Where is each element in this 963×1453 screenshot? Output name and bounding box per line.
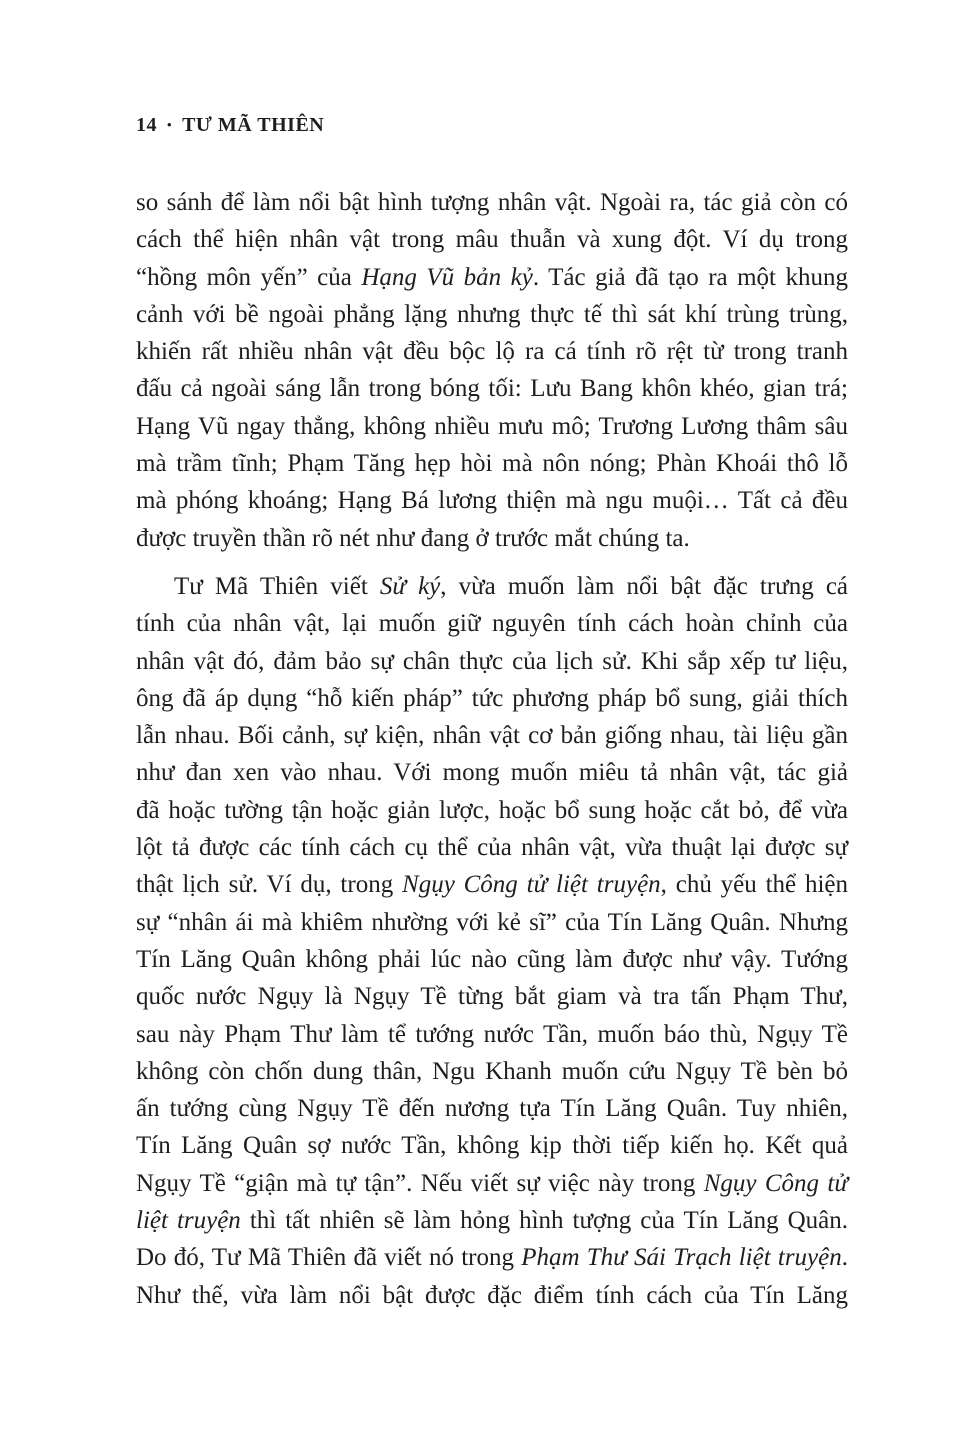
body-text [136, 184, 848, 1314]
text-run: mà phóng khoáng; Hạng Bá lương thiện mà ngu muội… Tất cả đều [136, 487, 848, 515]
text-run: tính của nhân vật, lại muốn giữ nguyên tính cách hoàn chỉnh của [136, 610, 848, 638]
text-run: thì tất nhiên sẽ làm hỏng hình tượng của Tín Lăng Quân. [240, 1207, 848, 1235]
text-line [136, 568, 848, 605]
text-run: thật lịch sử. Ví dụ, trong [136, 871, 403, 899]
text-run: cách thể hiện nhân vật trong mâu thuẫn và xung đột. Ví dụ trong [136, 226, 848, 254]
text-line [136, 408, 848, 445]
text-line [136, 792, 848, 829]
text-line [136, 1090, 848, 1127]
text-line [136, 866, 848, 903]
text-line [136, 1016, 848, 1053]
text-line [136, 296, 848, 333]
text-line [136, 904, 848, 941]
text-run: đấu cả ngoài sáng lẫn trong bóng tối: Lưu Bang khôn khéo, gian trá; [136, 375, 848, 403]
text-run: so sánh để làm nổi bật hình tượng nhân vật. Ngoài ra, tác giả còn có [136, 189, 848, 216]
text-line [136, 184, 848, 221]
text-run: sau này Phạm Thư làm tể tướng nước Tần, muốn báo thù, Ngụy Tề [136, 1020, 848, 1048]
text-run: Ngụy Tề “giận mà tự tận”. Nếu viết sự việc này trong [136, 1169, 704, 1197]
text-run: sự “nhân ái mà khiêm nhường với kẻ sĩ” của Tín Lăng Quân. Nhưng [136, 908, 848, 936]
text-line [136, 482, 848, 519]
text-run: ông đã áp dụng “hỗ kiến pháp” tức phương pháp bổ sung, giải thích [136, 684, 848, 712]
italic-title-text: Hạng Vũ bản kỷ [361, 263, 533, 291]
page-number: 14 [136, 114, 157, 136]
text-line [136, 941, 848, 978]
text-run: đã hoặc tường tận hoặc giản lược, hoặc bổ sung hoặc cắt bỏ, để vừa [136, 796, 848, 824]
text-line [136, 445, 848, 482]
italic-title-text: Sử ký [379, 572, 441, 600]
text-line [136, 1127, 848, 1164]
text-run: ấn tướng cùng Ngụy Tề đến nương tựa Tín Lăng Quân. Tuy nhiên, [136, 1095, 848, 1123]
text-run: nhân vật đó, đảm bảo sự chân thực của lịch sử. Khi sắp xếp tư liệu, [136, 647, 848, 675]
text-run: như đan xen vào nhau. Với mong muốn miêu tả nhân vật, tác giả [136, 759, 848, 787]
text-line [136, 370, 848, 407]
text-run: không còn chốn dung thân, Ngu Khanh muốn cứu Ngụy Tề bèn bỏ [136, 1057, 848, 1085]
text-line [136, 680, 848, 717]
text-run: . [841, 1244, 848, 1272]
text-line [136, 221, 848, 258]
italic-title-text: liệt truyện [136, 1207, 241, 1235]
text-run: Do đó, Tư Mã Thiên đã viết nó trong [136, 1244, 522, 1272]
text-line [136, 978, 848, 1015]
text-run: lột tả được các tính cách cụ thể của nhân vật, vừa thuật lại được sự [136, 834, 848, 862]
text-line [136, 1053, 848, 1090]
text-run: khiến rất nhiều nhân vật đều bộc lộ ra cá tính rõ rệt từ trong tranh [136, 338, 848, 366]
text-run: Tín Lăng Quân không phải lúc nào cũng làm được như vậy. Tướng [136, 945, 848, 973]
text-line [136, 1202, 848, 1239]
text-line [136, 520, 848, 557]
text-line [136, 333, 848, 370]
paragraph-gap [136, 557, 848, 568]
text-run: “hồng môn yến” của [136, 263, 362, 291]
text-run: Tín Lăng Quân sợ nước Tần, không kịp thời tiếp kiến họ. Kết quả [136, 1132, 848, 1160]
text-run: , vừa muốn làm nổi bật đặc trưng cá [440, 572, 849, 600]
text-line [136, 259, 848, 296]
italic-title-text: Ngụy Công tử [703, 1169, 848, 1197]
text-line [136, 717, 848, 754]
text-line [136, 754, 848, 791]
text-line [136, 829, 848, 866]
running-header [136, 114, 324, 137]
text-line [136, 1277, 848, 1314]
text-run: Tư Mã Thiên viết [174, 572, 380, 600]
text-line [136, 605, 848, 642]
paragraph [136, 568, 848, 1314]
text-line [136, 1239, 848, 1276]
text-run: cảnh với bề ngoài phẳng lặng nhưng thực tế thì sát khí trùng trùng, [136, 300, 848, 328]
text-run: Như thế, vừa làm nổi bật được đặc điểm tính cách của Tín Lăng [136, 1281, 848, 1309]
running-title: TƯ MÃ THIÊN [182, 114, 325, 136]
text-run: mà trầm tĩnh; Phạm Tăng hẹp hòi mà nôn nóng; Phàn Khoái thô lỗ [136, 450, 848, 478]
text-line [136, 643, 848, 680]
italic-title-text: Phạm Thư Sái Trạch liệt truyện [521, 1244, 842, 1272]
header-separator: • [167, 117, 173, 132]
text-run: Hạng Vũ ngay thẳng, không nhiều mưu mô; Trương Lương thâm sâu [136, 412, 848, 440]
text-run: . Tác giả đã tạo ra một khung [532, 263, 848, 291]
text-run: quốc nước Ngụy là Ngụy Tề từng bắt giam và tra tấn Phạm Thư, [136, 983, 848, 1011]
text-run: được truyền thần rõ nét như đang ở trước mắt chúng ta. [136, 524, 690, 552]
italic-title-text: Ngụy Công tử liệt truyện [402, 871, 661, 899]
paragraph [136, 184, 848, 557]
text-run: , chủ yếu thể hiện [660, 871, 849, 899]
text-line [136, 1165, 848, 1202]
text-run: lẫn nhau. Bối cảnh, sự kiện, nhân vật cơ bản giống nhau, tài liệu gần [136, 722, 848, 750]
